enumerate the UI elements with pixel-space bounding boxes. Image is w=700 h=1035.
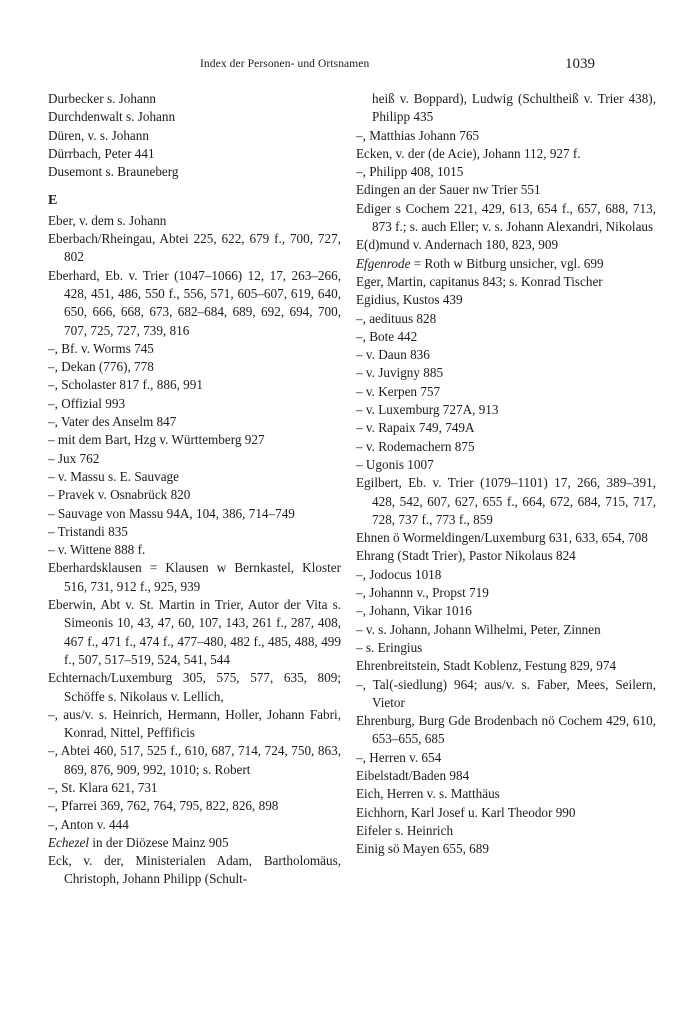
index-term-efgenrode: Efgenrode [356,255,411,271]
index-entry: –, Philipp 408, 1015 [356,164,464,180]
index-entry: – Ugonis 1007 [356,456,434,472]
index-entry: Einig sö Mayen 655, 689 [356,841,489,857]
index-entry-echezel [48,834,341,852]
index-entry: – v. Massu s. E. Sauvage [48,468,180,484]
index-entries-right-a [356,127,656,255]
index-entry: Echternach/Luxemburg 305, 575, 577, 635, 809; Schöffe s. Nikolaus v. Lellich, [48,670,341,704]
index-entry: – mit dem Bart, Hzg v. Württemberg 927 [48,432,265,448]
index-entry: Eichhorn, Karl Josef u. Karl Theodor 990 [356,804,576,820]
index-entries-right-b [356,273,656,859]
index-column-left [48,90,341,889]
index-entry: Eber, v. dem s. Johann [48,212,167,228]
index-entry-efgenrode-text: = Roth w Bitburg unsicher, vgl. 699 [410,255,604,271]
index-entry: –, Jodocus 1018 [356,566,442,582]
index-entry: Durbecker s. Johann [48,91,157,106]
index-entry: – v. Wittene 888 f. [48,542,146,558]
index-entry: –, Abtei 460, 517, 525 f., 610, 687, 714, 724, 750, 863, 869, 876, 909, 992, 1010; s. Robert [48,743,341,777]
index-entry: –, Tal(-siedlung) 964; aus/v. s. Faber, Mees, Seilern, Vietor [356,676,656,710]
index-entry: Ehrang (Stadt Trier), Pastor Nikolaus 824 [356,548,576,564]
index-entry: –, Vater des Anselm 847 [48,414,177,430]
index-entry: – v. Rapaix 749, 749A [356,420,475,436]
index-entry: –, Scholaster 817 f., 886, 991 [48,377,203,393]
index-entry: –, Matthias Johann 765 [356,127,480,143]
index-entry-continuation: heiß v. Boppard), Ludwig (Schultheiß v. Trier 438), Philipp 435 [372,91,656,125]
index-entry: –, St. Klara 621, 731 [48,779,158,795]
index-entry: – v. Daun 836 [356,347,430,363]
index-entry: Eberwin, Abt v. St. Martin in Trier, Autor der Vita s. Simeonis 10, 43, 47, 60, 107, 143, 261 f., 287, 408, 467 f., 471 f., 474 f., 477–480, 482 f., 485, 488, 499 f., 507, 517–519, 524, 541, 544 [48,597,341,667]
index-entry: –, Johann, Vikar 1016 [356,603,472,619]
index-entry: Ehnen ö Wormeldingen/Luxemburg 631, 633, 654, 708 [356,530,648,546]
index-entry: Ediger s Cochem 221, 429, 613, 654 f., 657, 688, 713, 873 f.; s. auch Eller; v. s. Johann Alexandri, Nikolaus [356,200,656,235]
index-entry: Egidius, Kustos 439 [356,292,463,308]
index-entry: Eberhard, Eb. v. Trier (1047–1066) 12, 17, 263–266, 428, 451, 486, 550 f., 556, 571, 605–607, 619, 640, 650, 666, 668, 673, 682–684, 689, 692, 694, 700, 707, 725, 727, 739, 816 [48,267,341,338]
index-entry: – v. Rodemachern 875 [356,438,475,454]
index-entry: Eberhardsklausen = Klausen w Bernkastel, Kloster 516, 731, 912 f., 925, 939 [48,560,341,594]
running-head [0,56,700,78]
index-entry: Eger, Martin, capitanus 843; s. Konrad Tischer [356,273,603,289]
index-entries-left [48,212,341,834]
index-entry: Eifeler s. Heinrich [356,822,454,838]
index-entry: –, aus/v. s. Heinrich, Hermann, Holler, Johann Fabri, Konrad, Nittel, Peffificis [48,706,341,741]
index-entry: Egilbert, Eb. v. Trier (1079–1101) 17, 266, 389–391, 428, 542, 607, 627, 655 f., 664, 672, 684, 715, 717, 728, 737 f., 773 f., 859 [356,475,656,527]
index-entry-eck: Eck, v. der, Ministerialen Adam, Bartholomäus, Christoph, Johann Philipp (Schult- [48,853,341,887]
index-entry: – v. Juvigny 885 [356,365,444,381]
index-entry: Ecken, v. der (de Acie), Johann 112, 927 f. [356,145,581,161]
index-entry: –, Dekan (776), 778 [48,359,154,375]
index-entry: Edingen an der Sauer nw Trier 551 [356,182,541,198]
index-entry: Ehrenbreitstein, Stadt Koblenz, Festung 829, 974 [356,658,617,674]
index-entry: –, Offizial 993 [48,395,126,411]
index-entry: Eberbach/Rheingau, Abtei 225, 622, 679 f., 700, 727, 802 [48,231,341,265]
index-entry: Düren, v. s. Johann [48,127,149,143]
index-entry-efgenrode [356,255,656,273]
section-letter-e: E [48,193,58,209]
index-entry-echezel-text: in der Diözese Mainz 905 [89,834,229,850]
index-block-d [48,90,341,181]
index-entry: Durchdenwalt s. Johann [48,109,176,125]
index-entry: –, aedituus 828 [356,310,437,326]
index-term-echezel: Echezel [48,834,90,850]
running-head-title: Index der Personen- und Ortsnamen [200,58,370,70]
index-entry: –, Johannn v., Propst 719 [356,585,489,601]
index-entry: – Jux 762 [48,450,100,466]
index-entry: Dusemont s. Brauneberg [48,164,179,180]
index-entry: –, Herren v. 654 [356,749,442,765]
index-column-right [356,90,656,858]
index-entry: –, Bote 442 [356,328,418,344]
index-entry: Eibelstadt/Baden 984 [356,767,470,783]
index-entry: –, Pfarrei 369, 762, 764, 795, 822, 826, 898 [48,798,279,814]
index-entry: Ehrenburg, Burg Gde Brodenbach nö Cochem 429, 610, 653–655, 685 [356,713,656,747]
index-entry: – Pravek v. Osnabrück 820 [48,487,191,503]
index-entry: – s. Eringius [356,639,423,655]
index-entry: Eich, Herren v. s. Matthäus [356,786,500,802]
index-entry: –, Anton v. 444 [48,816,129,832]
index-entry: – Tristandi 835 [48,523,128,539]
index-entry: Dürrbach, Peter 441 [48,145,155,161]
index-entry: – v. Luxemburg 727A, 913 [356,402,499,418]
index-entry: – Sauvage von Massu 94A, 104, 386, 714–749 [48,505,295,521]
page-number: 1039 [565,56,595,72]
index-entry: – v. Kerpen 757 [356,383,441,399]
index-entry: – v. s. Johann, Johann Wilhelmi, Peter, Zinnen [356,621,601,637]
index-entry: –, Bf. v. Worms 745 [48,340,154,356]
index-entry: E(d)mund v. Andernach 180, 823, 909 [356,237,559,253]
